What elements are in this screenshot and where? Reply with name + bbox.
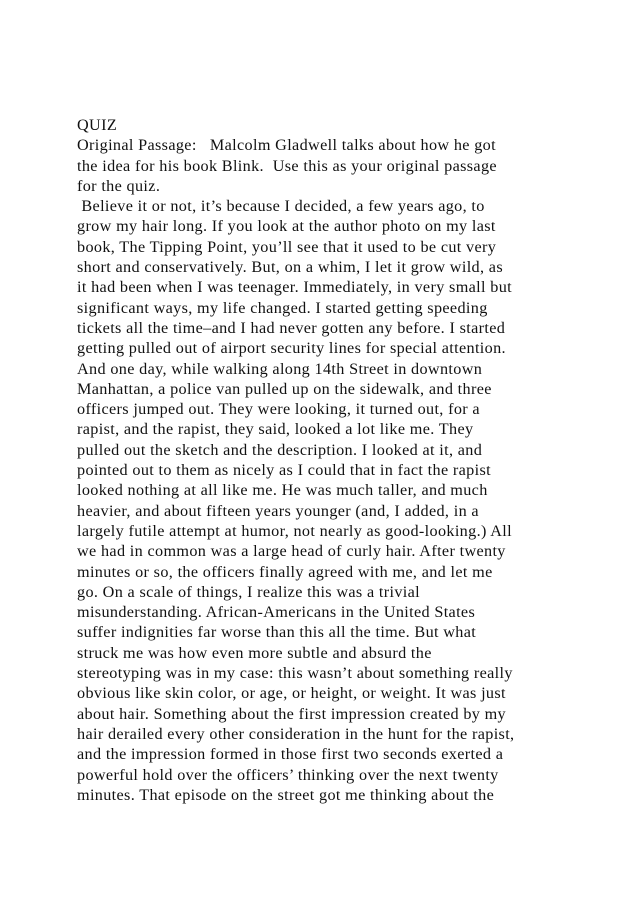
text-line: book, The Tipping Point, you’ll see that it used to be cut very xyxy=(77,237,497,256)
document-body xyxy=(77,115,617,805)
text-line: rapist, and the rapist, they said, looked a lot like me. They xyxy=(77,420,474,439)
text-line: tickets all the time–and I had never gotten any before. I started xyxy=(77,318,506,337)
text-line: grow my hair long. If you look at the author photo on my last xyxy=(77,217,496,236)
text-line: Original Passage: Malcolm Gladwell talks about how he got xyxy=(77,136,496,155)
text-line: the idea for his book Blink. Use this as your original passage xyxy=(77,156,497,175)
text-line: about hair. Something about the first impression created by my xyxy=(77,704,507,723)
text-line: short and conservatively. But, on a whim, I let it grow wild, as xyxy=(77,258,503,277)
text-line: powerful hold over the officers’ thinking over the next twenty xyxy=(77,765,499,784)
text-line: largely futile attempt at humor, not nearly as good-looking.) All xyxy=(77,521,512,540)
text-line: pulled out the sketch and the description. I looked at it, and xyxy=(77,440,483,459)
text-line: minutes. That episode on the street got me thinking about the xyxy=(77,785,495,804)
text-line: officers jumped out. They were looking, it turned out, for a xyxy=(77,400,480,419)
text-line: and the impression formed in those first two seconds exerted a xyxy=(77,745,504,764)
text-line: suffer indignities far worse than this all the time. But what xyxy=(77,623,477,642)
text-line: stereotyping was in my case: this wasn’t about something really xyxy=(77,664,513,683)
text-line: significant ways, my life changed. I started getting speeding xyxy=(77,298,488,317)
quiz-heading: QUIZ xyxy=(77,116,118,134)
text-line: heavier, and about fifteen years younger (and, I added, in a xyxy=(77,501,479,520)
text-line: pointed out to them as nicely as I could that in fact the rapist xyxy=(77,461,491,480)
text-line: struck me was how even more subtle and absurd the xyxy=(77,643,432,662)
text-line: looked nothing at all like me. He was much taller, and much xyxy=(77,481,488,500)
text-line: getting pulled out of airport security lines for special attention. xyxy=(77,339,506,358)
text-line: obvious like skin color, or age, or height, or weight. It was just xyxy=(77,684,506,703)
text-line: misunderstanding. African-Americans in the United States xyxy=(77,603,476,622)
text-line: we had in common was a large head of curly hair. After twenty xyxy=(77,542,506,561)
text-line: for the quiz. xyxy=(77,176,161,195)
text-line: minutes or so, the officers finally agreed with me, and let me xyxy=(77,562,493,581)
text-line: Believe it or not, it’s because I decided, a few years ago, to xyxy=(77,197,485,216)
text-line: Manhattan, a police van pulled up on the sidewalk, and three xyxy=(77,379,492,398)
text-line: And one day, while walking along 14th Street in downtown xyxy=(77,359,483,378)
text-line: hair derailed every other consideration in the hunt for the rapist, xyxy=(77,724,515,743)
text-line: it had been when I was teenager. Immediately, in very small but xyxy=(77,278,512,297)
text-line: go. On a scale of things, I realize this was a trivial xyxy=(77,582,420,601)
